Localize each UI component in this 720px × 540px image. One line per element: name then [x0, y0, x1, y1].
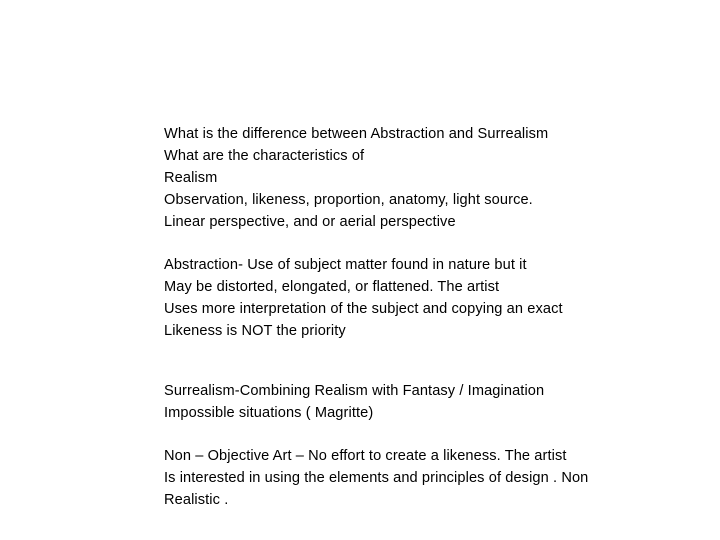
realism-block [164, 123, 704, 233]
abstraction-block [164, 254, 704, 342]
slide-text-body [164, 123, 704, 511]
nonobjective-line-3: Realistic . [164, 492, 229, 508]
abstraction-line-1: Abstraction- Use of subject matter found in nature but it [164, 257, 527, 273]
abstraction-line-2: May be distorted, elongated, or flattened. The artist [164, 279, 500, 295]
spacer [164, 342, 704, 380]
realism-heading: Realism [164, 170, 218, 186]
abstraction-line-3: Uses more interpretation of the subject and copying an exact [164, 301, 563, 317]
realism-perspective-line: Linear perspective, and or aerial perspective [164, 214, 456, 230]
nonobjective-line-2: Is interested in using the elements and principles of design . Non [164, 470, 589, 486]
abstraction-line-4: Likeness is NOT the priority [164, 323, 346, 339]
question-characteristics-line: What are the characteristics of [164, 148, 365, 164]
spacer [164, 233, 704, 254]
question-difference-line: What is the difference between Abstraction and Surrealism [164, 126, 549, 142]
nonobjective-block [164, 445, 704, 511]
spacer [164, 424, 704, 445]
surrealism-line-2: Impossible situations ( Magritte) [164, 405, 374, 421]
realism-traits-line: Observation, likeness, proportion, anatomy, light source. [164, 192, 533, 208]
nonobjective-line-1: Non – Objective Art – No effort to create a likeness. The artist [164, 448, 567, 464]
surrealism-block [164, 380, 704, 424]
surrealism-line-1: Surrealism-Combining Realism with Fantasy / Imagination [164, 383, 545, 399]
